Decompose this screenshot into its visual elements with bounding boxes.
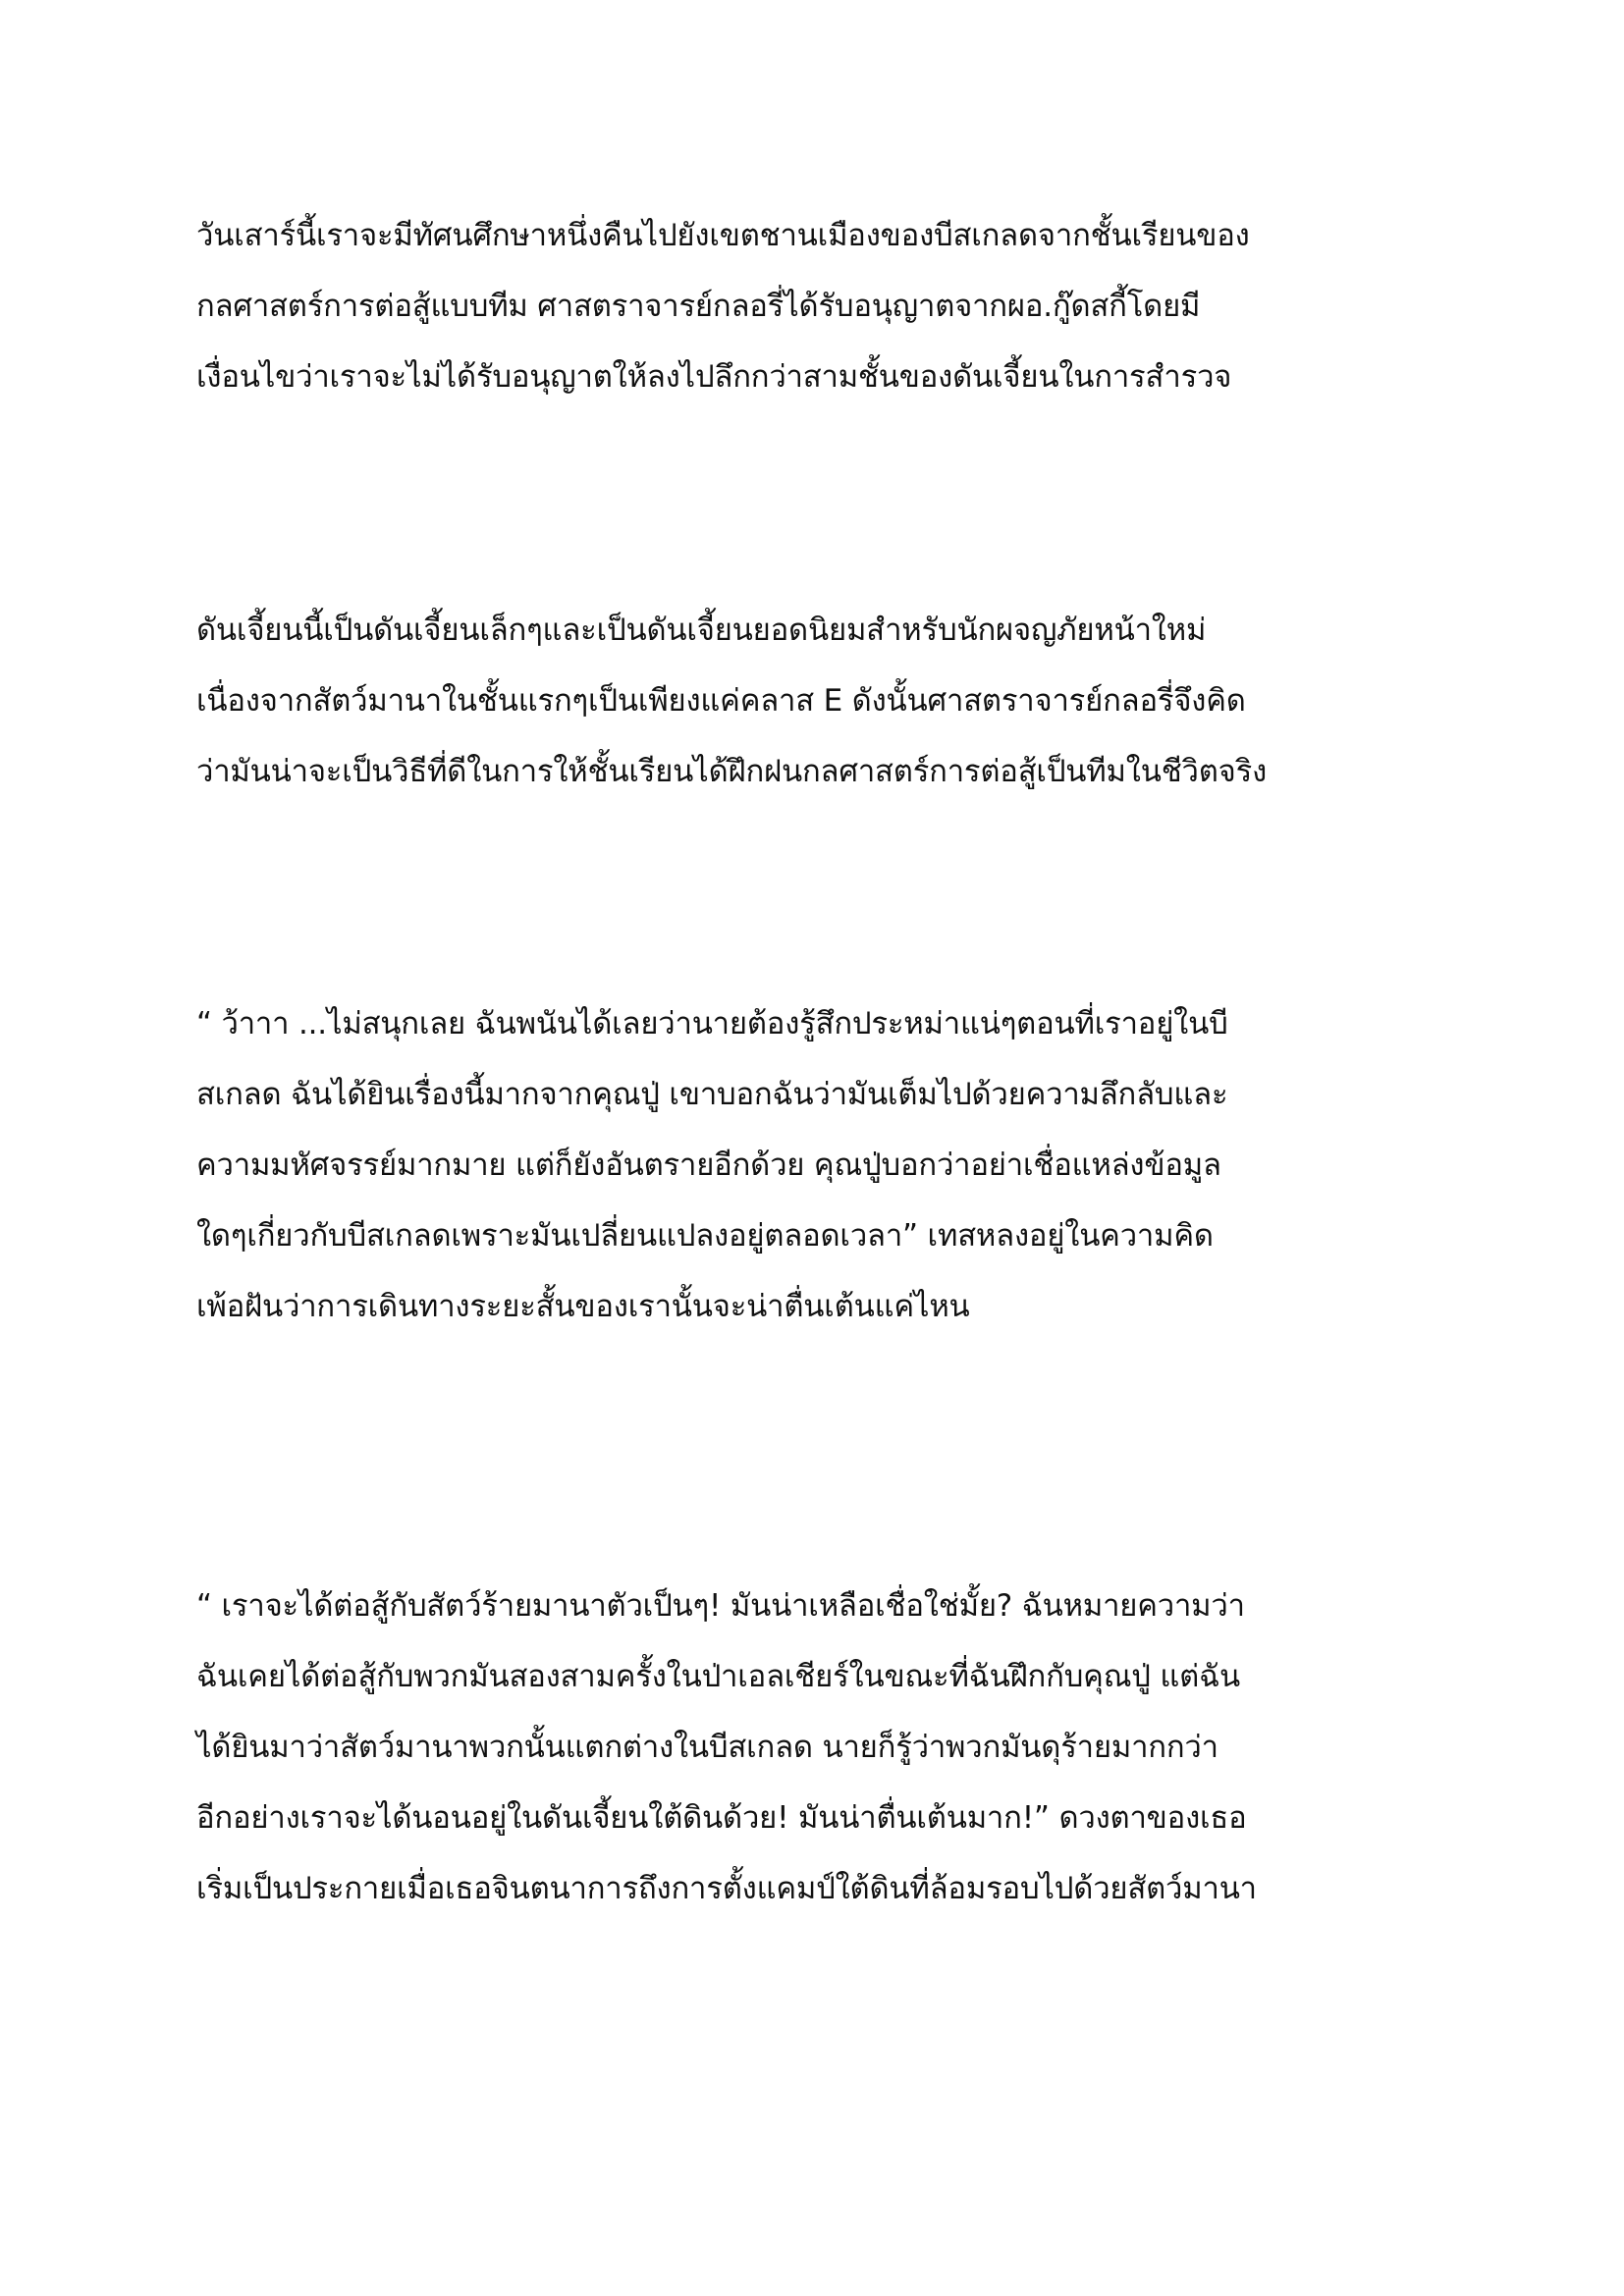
text-line: ใดๆเกี่ยวกับบีสเกลดเพราะมันเปลี่ยนแปลงอยู่ตลอดเวลา” เทสหลงอยู่ในความคิด	[196, 1218, 1214, 1254]
paragraph-field-trip-announcement	[196, 200, 1434, 412]
text-line: อีกอย่างเราจะได้นอนอยู่ในดันเจี้ยนใต้ดินด้วย! มันน่าตื่นเต้นมาก!” ดวงตาของเธอ	[196, 1800, 1247, 1836]
text-line: กลศาสตร์การต่อสู้แบบทีม ศาสตราจารย์กลอรี่ได้รับอนุญาตจากผอ.กู๊ดสกี้โดยมี	[196, 289, 1201, 324]
text-line: วันเสาร์นี้เราจะมีทัศนศึกษาหนึ่งคืนไปยังเขตชานเมืองของบีสเกลดจากชั้นเรียนของ	[196, 218, 1250, 253]
paragraph-dungeon-description	[196, 595, 1434, 807]
text-line: เริ่มเป็นประกายเมื่อเธอจินตนาการถึงการตั้งแคมป์ใต้ดินที่ล้อมรอบไปด้วยสัตว์มานา	[196, 1871, 1257, 1906]
text-line: ได้ยินมาว่าสัตว์มานาพวกนั้นแตกต่างในบีสเกลด นายก็รู้ว่าพวกมันดุร้ายมากกว่า	[196, 1730, 1218, 1765]
text-line: ว่ามันน่าจะเป็นวิธีที่ดีในการให้ชั้นเรียนได้ฝึกฝนกลศาสตร์การต่อสู้เป็นทีมในชีวิตจริง	[196, 754, 1268, 789]
text-line: ฉันเคยได้ต่อสู้กับพวกมันสองสามครั้งในป่าเอลเชียร์ในขณะที่ฉันฝึกกับคุณปู่ แต่ฉัน	[196, 1659, 1241, 1694]
text-line: “ ว้าาา ...ไม่สนุกเลย ฉันพนันได้เลยว่านายต้องรู้สึกประหม่าแน่ๆตอนที่เราอยู่ในบี	[196, 1006, 1228, 1041]
text-line: สเกลด ฉันได้ยินเรื่องนี้มากจากคุณปู่ เขาบอกฉันว่ามันเต็มไปด้วยความลึกลับและ	[196, 1077, 1228, 1112]
text-line: ความมหัศจรรย์มากมาย แต่ก็ยังอันตรายอีกด้วย คุณปู่บอกว่าอย่าเชื่อแหล่งข้อมูล	[196, 1148, 1221, 1183]
text-line: เนื่องจากสัตว์มานาในชั้นแรกๆเป็นเพียงแค่คลาส E ดังนั้นศาสตราจารย์กลอรี่จึงคิด	[196, 683, 1246, 719]
text-line: “ เราจะได้ต่อสู้กับสัตว์ร้ายมานาตัวเป็นๆ! มันน่าเหลือเชื่อใช่มั้ย? ฉันหมายความว่า	[196, 1588, 1245, 1624]
paragraph-tess-dialogue	[196, 988, 1434, 1342]
paragraph-mana-beasts-dialogue	[196, 1571, 1434, 1924]
text-line: เงื่อนไขว่าเราจะไม่ได้รับอนุญาตให้ลงไปลึกกว่าสามชั้นของดันเจี้ยนในการสำรวจ	[196, 359, 1232, 395]
text-line: ดันเจี้ยนนี้เป็นดันเจี้ยนเล็กๆและเป็นดันเจี้ยนยอดนิยมสำหรับนักผจญภัยหน้าใหม่	[196, 613, 1207, 648]
text-line: เพ้อฝันว่าการเดินทางระยะสั้นของเรานั้นจะน่าตื่นเต้นแค่ไหน	[196, 1289, 970, 1324]
